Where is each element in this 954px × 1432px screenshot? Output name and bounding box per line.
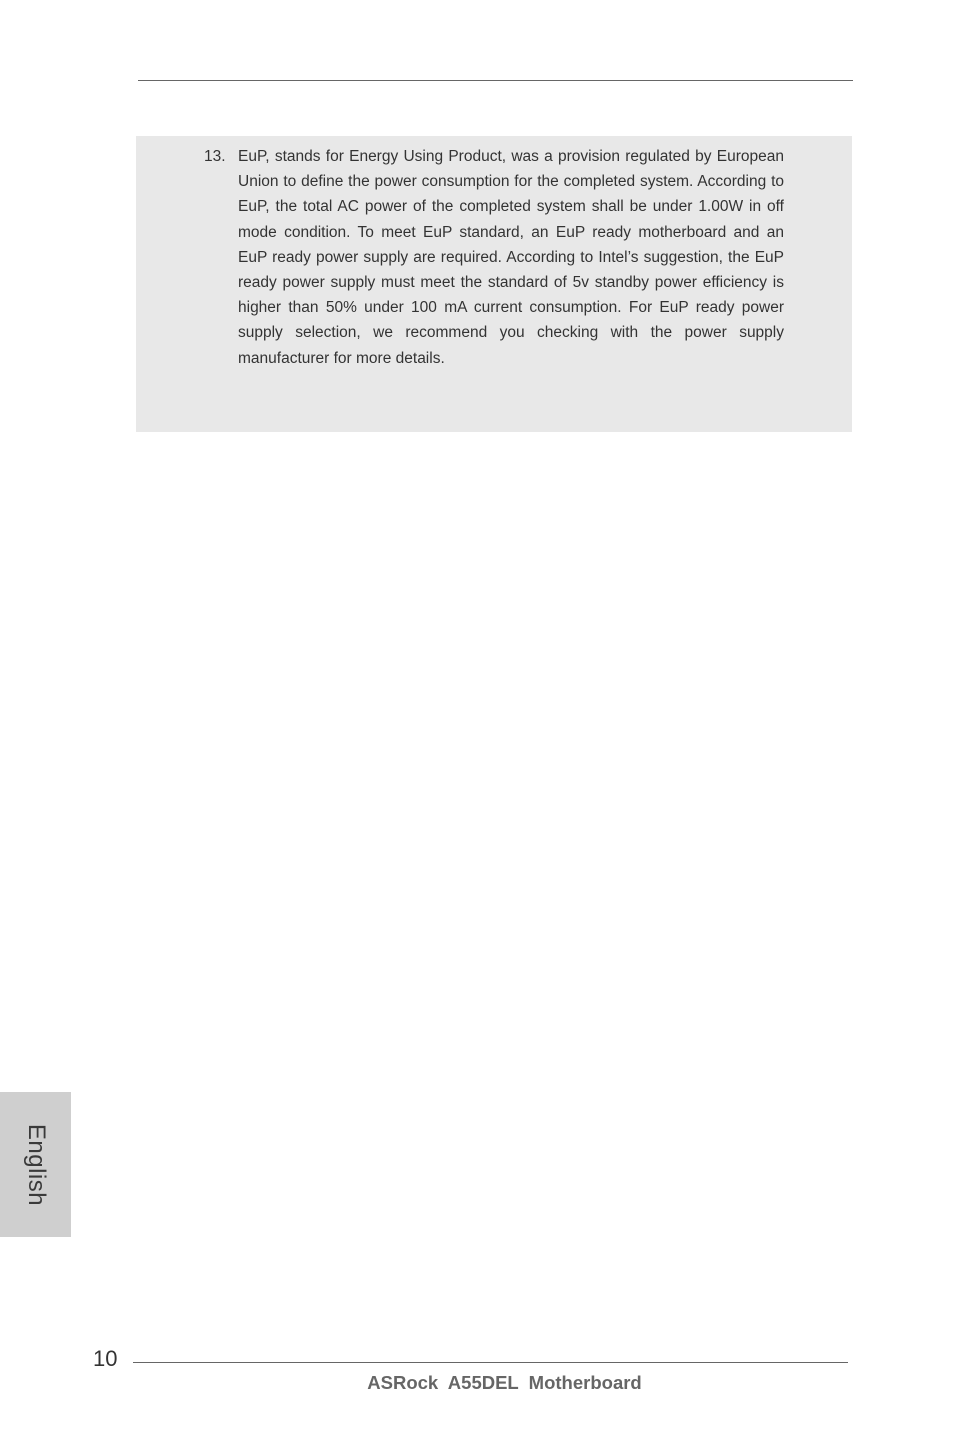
- note-number: 13.: [204, 148, 226, 165]
- note-item: [204, 144, 784, 371]
- page-number: 10: [93, 1346, 118, 1371]
- note-text: EuP, stands for Energy Using Product, was a provision regulated by European Union to define the power consumption for the completed system. According to EuP, the total AC power of the completed system shall be under 1.00W in off mode condition. To meet EuP standard, an EuP ready motherboard and an EuP ready power supply are required. According to Intel’s suggestion, the EuP ready power supply must meet the standard of 5v standby power efficiency is higher than 50% under 100 mA current consumption. For EuP ready power supply selection, we recommend you checking with the power supply manufacturer for more details.: [238, 148, 784, 367]
- language-tab-label: English: [22, 1123, 50, 1206]
- language-tab: [0, 1092, 71, 1237]
- note-box: [136, 136, 852, 432]
- footer-divider: [133, 1362, 848, 1363]
- header-divider: [138, 80, 853, 81]
- footer-title: ASRock A55DEL Motherboard: [367, 1372, 642, 1393]
